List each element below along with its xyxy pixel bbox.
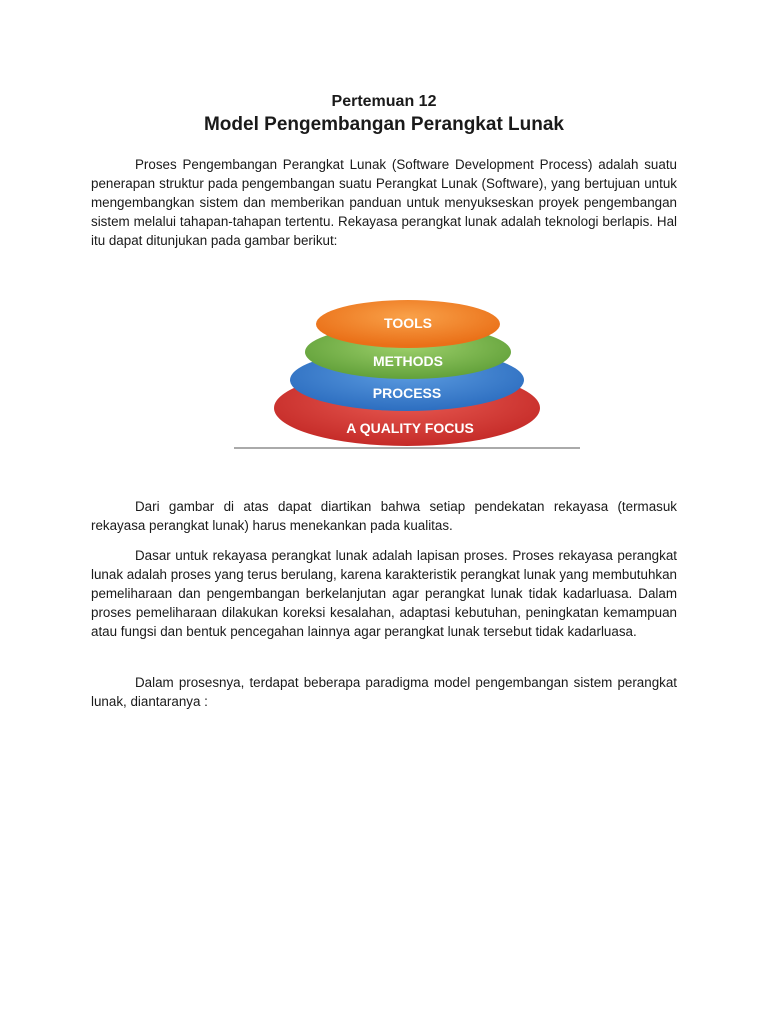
process-label: PROCESS	[372, 385, 442, 401]
methods-label: METHODS	[373, 353, 443, 369]
quality-focus-label: A QUALITY FOCUS	[346, 420, 474, 436]
paragraph-quality: Dari gambar di atas dapat diartikan bahwa setiap pendekatan rekayasa (termasuk rekayasa perangkat lunak) harus menekankan pada kualitas.	[91, 499, 677, 533]
page-subtitle: Pertemuan 12	[331, 93, 437, 110]
paragraph-intro: Proses Pengembangan Perangkat Lunak (Software Development Process) adalah suatu penerapan struktur pada pengembangan suatu Perangkat Lunak (Software), yang bertujuan untuk mengembangkan sistem dan memberikan panduan untuk menyukseskan proyek pengembangan sistem melalui tahapan-tahapan tertentu. Rekayasa perangkat lunak adalah teknologi berlapis. Hal itu dapat ditunjukan pada gambar berikut:	[91, 157, 677, 248]
tools-label: TOOLS	[384, 315, 432, 331]
paragraph-paradigms: Dalam prosesnya, terdapat beberapa paradigma model pengembangan sistem perangkat lunak, diantaranya :	[91, 675, 677, 709]
paragraph-process: Dasar untuk rekayasa perangkat lunak adalah lapisan proses. Proses rekayasa perangkat lunak adalah proses yang terus berulang, karena karakteristik perangkat lunak yang membutuhkan pemeliharaan dan pengembangan berkelanjutan agar perangkat lunak tidak kadarluasa. Dalam proses pemeliharaan dilakukan koreksi kesalahan, adaptasi kebutuhan, peningkatan kemampuan atau fungsi dan bentuk pencegahan lainnya agar perangkat lunak tersebut tidak kadarluasa.	[91, 548, 677, 639]
layered-technology-diagram	[232, 290, 582, 455]
page-title: Model Pengembangan Perangkat Lunak	[203, 114, 565, 135]
